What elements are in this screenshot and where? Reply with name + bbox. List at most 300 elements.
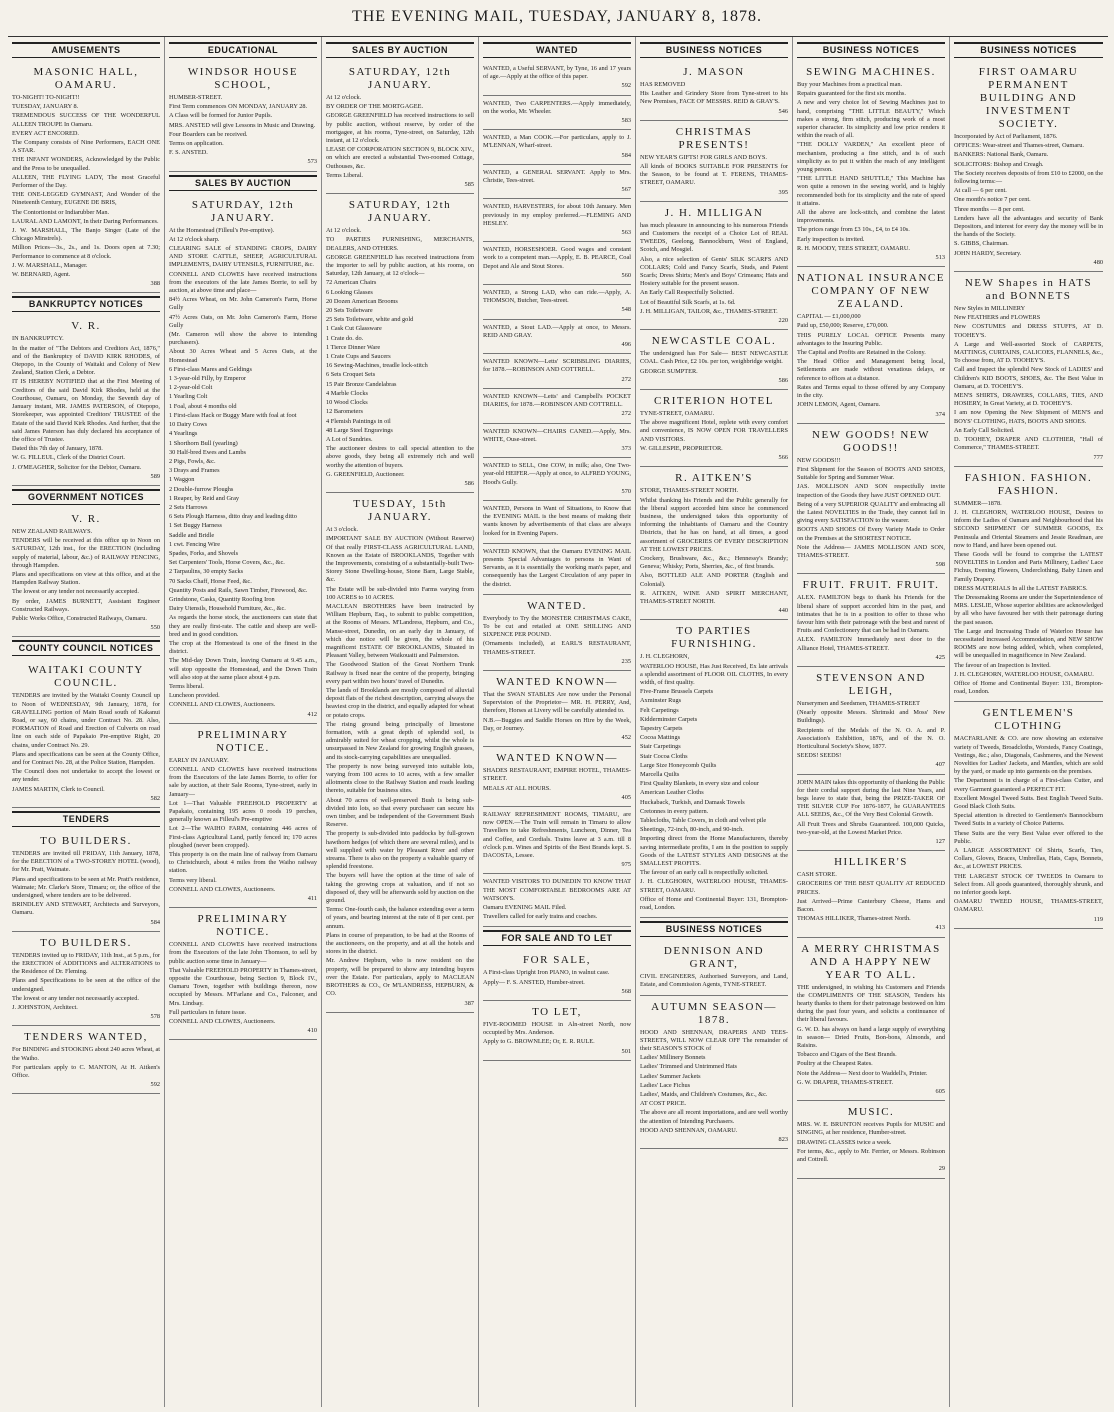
column-2	[165, 37, 322, 1407]
ad-text-line: 15 Pair Bronze Candelabras	[326, 380, 397, 388]
ad-text-line: 2 Pigs, Fowls, &c.	[169, 457, 216, 465]
ad-text-line: 2 Sets Harrows	[169, 503, 208, 511]
ad-text-line: Lot 2—The WAIHO FARM, containing 446 acres of First-class Agricultural Land, partly fenced in; 170 acres ploughed (never been cropped).	[169, 825, 317, 849]
ad-text-line: That Valuable FREEHOLD PROPERTY in Thames-street, opposite the Courthouse, being Section 9, Block IV., Oamaru Town, together with buildings thereon, now occupied by Messrs. M'Farlane and Co., Falconer, and Mrs. Lindsay.	[169, 966, 317, 1007]
ad-text-line: A Lot of Sundries.	[326, 435, 373, 443]
advertisement	[483, 595, 631, 671]
advertisement	[12, 830, 160, 932]
ad-text-line: Crockery, Brushware, &c., &c.; Hennessy's Brandy; Geneva; Whisky; Ports, Sherries, &c., of first brands.	[640, 554, 788, 571]
ad-text-line: F. S. ANSTED.	[169, 149, 208, 157]
section-header: AMUSEMENTS	[12, 42, 160, 58]
ad-reference-number: 975	[621, 861, 631, 869]
ad-text-line: Full particulars in future issue.	[169, 1008, 247, 1016]
advertisement	[640, 940, 788, 995]
ad-text-line: WANTED, Persons in Want of Situations, to Know that the EVENING MAIL is the best means of making their wants known by advertisements of that class are always looked for in Evening Papers.	[483, 504, 631, 537]
ad-text-line: NEW ZEALAND RAILWAYS.	[12, 527, 93, 535]
ad-text-line: Axminster Rugs	[640, 697, 682, 705]
ad-text-line: BOOTS AND SHOES Of Every Variety Made to Order on the Premises at the SHORTEST NOTICE.	[797, 526, 945, 542]
ad-text-line: Incorporated by Act of Parliament, 1876.	[954, 133, 1058, 140]
ad-reference-number: 395	[778, 188, 788, 196]
ad-headline: NEWCASTLE COAL.	[651, 335, 777, 348]
ad-text-line: First Term commences ON MONDAY, JANUARY 28.	[169, 103, 308, 111]
advertisement	[640, 61, 788, 121]
ad-text-line: TREMENDOUS SUCCESS OF THE WONDERFUL ALLEEN TROUPE In Oamaru.	[12, 112, 160, 128]
advertisement	[483, 544, 631, 595]
ad-text-line: 1 Yearling Colt	[169, 393, 208, 401]
ad-text-line: 2 Double-furrow Ploughs	[169, 485, 234, 493]
ad-text-line: W. G. FILLEUL, Clerk of the District Court.	[12, 454, 125, 462]
advertisement	[483, 807, 631, 874]
advertisement	[169, 724, 317, 908]
ad-text-line: Ladies', Maids, and Children's Costumes, &c., &c.	[640, 1091, 768, 1099]
ad-text-line: I am now Opening the New Shipment of MEN'S and BOYS' CLOTHING, HATS, BOOTS AND SHOES.	[954, 409, 1103, 425]
advertisement	[797, 267, 945, 423]
ad-text-line: The property is now being surveyed into suitable lots, varying from 100 acres to 10 acres, with a few smaller allotments close to the Railway Station and roads leading thereto, suitable for business sites.	[326, 762, 474, 795]
ad-text-line: LAURAL AND LAMONT, In their Daring Performances.	[12, 217, 159, 225]
ad-text-line: About 70 acres of well-preserved Bush is being sub-divided into lots, so that every purchaser can secure his own timber, and be independent of the Government Bush Reserve.	[326, 796, 474, 829]
ad-text-line: WANTED, a Stout LAD.—Apply at once, to Messrs. REID AND GRAY.	[483, 323, 631, 339]
ad-reference-number: 578	[150, 1013, 160, 1021]
ad-text-line: The crop at the Homestead is one of the finest in the district.	[169, 639, 317, 656]
ad-reference-number: 405	[621, 793, 631, 801]
ad-reference-number: 127	[935, 838, 945, 846]
advertisement	[169, 194, 317, 724]
ad-text-line: The Department is in charge of a First-class Cutter, and every Garment guaranteed a PERFECT FIT.	[954, 777, 1103, 793]
ad-text-line: THE undersigned, in wishing his Customers and Friends the COMPLIMENTS OF THE SEASON, Tenders his hearty thanks to them for their patronage bestowed on him during the past four years, and solicits a continuance of their liberal favours.	[797, 983, 945, 1024]
ad-text-line: The favour of an early call is respectfully solicited.	[640, 869, 769, 877]
ad-text-line: First Shipment for the Season of BOOTS AND SHOES, Suitable for Spring and Summer Wear.	[797, 465, 945, 482]
advertisement	[483, 501, 631, 544]
ad-text-line: TENDERS will be received at this office up to Noon on SATURDAY, 12th inst., for the ERECTION (including supply of material, labour, &c.) of RAILWAY FENCING, through Hampden.	[12, 537, 160, 569]
ad-text-line: 4 Yearlings	[169, 430, 198, 438]
ad-text-line: 20 Dozen American Brooms	[326, 297, 398, 305]
section-header: BUSINESS NOTICES	[640, 921, 788, 937]
ad-text-line: 3 Drays and Frames	[169, 467, 220, 475]
ad-text-line: The auctioneer desires to call special attention to the above goods, they being all extremely rich and well worthy the attention of buyers.	[326, 445, 474, 469]
ad-text-line: GEORGE SUMPTER.	[640, 367, 698, 375]
ad-text-line: MRS. ANSTED will give Lessons in Music and Drawing.	[169, 121, 316, 129]
ad-text-line: Special attention is directed to Gentlemen's Bannockburn Tweed Suits in a variety of Choice Patterns.	[954, 812, 1103, 828]
advertisement	[640, 390, 788, 467]
advertisement	[640, 996, 788, 1150]
ad-text-line: Stair Cocoa Cloths	[640, 752, 688, 760]
ad-text-line: WANTED, Two CARPENTERS.—Apply immediately, on the works, Mr. Wheeler.	[483, 99, 631, 115]
ad-text-line: 12 Barometers	[326, 408, 363, 416]
advertisement	[640, 330, 788, 390]
ad-headline: J. MASON	[683, 66, 745, 78]
ad-text-line: 1 Shorthorn Bull (yearling)	[169, 439, 238, 447]
advertisement	[169, 61, 317, 172]
ad-text-line: R. H. MOODY, TEES STREET, OAMARU.	[797, 244, 911, 252]
ad-text-line: BRINDLEY AND STEWART, Architects and Surveyors, Oamaru.	[12, 901, 160, 917]
ad-text-line: GEORGE GREENFIELD has received instructions to sell by public auction, without reserve, by order of the mortgagee, at his rooms, Tyne-street, on Saturday, 12th instant, at 12 o'clock.	[326, 112, 474, 145]
advertisement	[326, 61, 474, 194]
ad-text-line: The lowest or any tender not necessarily accepted.	[12, 994, 139, 1002]
ad-text-line: Dairy Utensils, Household Furniture, &c., &c.	[169, 605, 286, 613]
ad-text-line: All the above are lock-stitch, and combine the latest improvements.	[797, 209, 945, 225]
ad-reference-number: 560	[621, 271, 631, 279]
advertisement	[797, 938, 945, 1102]
advertisement	[483, 354, 631, 389]
ad-text-line: DRESS MATERIALS In all the LATEST FABRICS.	[954, 584, 1088, 592]
ad-text-line: OAMARU TWEED HOUSE, THAMES-STREET, OAMARU.	[954, 898, 1103, 914]
ad-text-line: SUMMER—1878.	[954, 499, 1002, 507]
ad-reference-number: 373	[621, 444, 631, 452]
ad-reference-number: 584	[621, 151, 631, 159]
ad-text-line: Public Works Office, Constructed Railways, Oamaru.	[12, 614, 147, 622]
advertisement	[483, 671, 631, 747]
ad-headline: TO BUILDERS.	[40, 936, 132, 949]
ad-headline: V. R.	[71, 512, 101, 525]
ad-headline: WINDSOR HOUSE SCHOOL,	[187, 66, 299, 91]
advertisement	[483, 424, 631, 459]
advertisement	[483, 242, 631, 285]
ad-text-line: Three months — 8 per cent.	[954, 205, 1025, 213]
ad-text-line: At 3 o'clock.	[326, 526, 359, 534]
ad-reference-number: 407	[935, 761, 945, 769]
ad-text-line: Terms: One-fourth cash, the balance extending over a term of years, and bearing interest at the rate of 8 per cent. per annum.	[326, 906, 475, 930]
ad-text-line: WANTED KNOWN—Letts' and Campbell's POCKET DIARIES, for 1878.—ROBINSON AND COTTRELL.	[483, 392, 631, 409]
ad-headline: SATURDAY, 12th JANUARY.	[348, 66, 452, 91]
column-4	[479, 37, 636, 1407]
ad-text-line: GEORGE GREENFIELD has received instructions from the importer to sell by public auction, at his rooms, on Saturday, 12th January, at 12 o'clock—	[326, 253, 474, 278]
advertisement	[12, 659, 160, 808]
ad-reference-number: 272	[621, 410, 631, 418]
ad-text-line: Lot 1—That Valuable FREEHOLD PROPERTY at Papakaio, containing 195 acres 0 roods 19 perches, generally known as Filleul's Pre-emptive	[169, 799, 317, 824]
ad-text-line: J. H. CLEGHORN, WATERLOO HOUSE, OAMARU.	[954, 670, 1094, 678]
ad-text-line: BANKERS: National Bank, Oamaru.	[954, 151, 1049, 159]
ad-text-line: Office of Home and Continental Buyer: 131, Brompton-road, London.	[954, 679, 1103, 696]
ad-text-line: Poultry at the Cheapest Rates.	[797, 1060, 873, 1068]
ad-text-line: An Early Call Solicited.	[954, 426, 1015, 434]
advertisement	[326, 493, 474, 1013]
ad-text-line: A new and very choice lot of Sewing Machines just to hand, comprising "THE LITTLE BEAUTY," Which makes a strong, firm stitch, producing work of a most superior character. Its simplicity and low price renders it within the reach of all.	[797, 99, 945, 140]
ad-text-line: Grindstone, Casks, Quantity Roofing Iron	[169, 595, 275, 603]
ad-text-line: Nurserymen and Seedsmen, THAMES-STREET	[797, 699, 921, 707]
section-header: BUSINESS NOTICES	[797, 42, 945, 58]
ad-text-line: CONNELL AND CLOWES have received instructions from the Executors of the late James Borrie, to offer for sale by auction, at their Sale Rooms, Tyne-street, early in January—	[169, 766, 317, 798]
ad-reference-number: 598	[935, 561, 945, 569]
ad-text-line: 25 Sets Toiletware, white and gold	[326, 316, 414, 324]
ad-text-line: CAPITAL — £1,000,000	[797, 313, 861, 321]
ad-text-line: OFFICES: Wear-street and Thames-street, Oamaru.	[954, 142, 1084, 150]
ad-reference-number: 412	[307, 710, 317, 718]
ad-text-line: JOHN MAIN takes this opportunity of thanking the Public for their cordial support during the last Nine Years, and begs leave to state that, being the PRIZE-TAKER OF THE SILVER CUP For 1876-1877, he GUARANTEES ALL SEEDS, &c., Of the Very Best Colonial Growth.	[797, 778, 945, 819]
section-header: BUSINESS NOTICES	[954, 42, 1103, 58]
ad-text-line: TENDERS are invited by the Waitaki County Council up to Noon of WEDNESDAY, 9th January, 1878, for GRAVELLING portion of Main Road south of Kakanui Road, or say, 60 chains, under Contract No. 28. Also, FORMATION of Road and Erection of Culverts on road line on each side of Papakaio Pre-emptive Right, 20 chains, under Contract No. 29.	[12, 692, 160, 749]
ad-text-line: Importing direct from the Home Manufacturers, thereby saving intermediate profits, I am in the position to supply Goods of the LATEST STYLES AND DESIGNS at the SMALLEST PROFITS.	[640, 835, 788, 868]
advertisement	[12, 508, 160, 637]
ad-reference-number: 568	[621, 987, 631, 995]
ad-text-line: The Goodwood Station of the Great Northern Trunk Railway is fixed near the centre of the property, bringing every part within two hours' travel of Dunedin.	[326, 661, 474, 685]
ad-text-line: The lands of Brooklands are mostly composed of alluvial deposit flats of the richest description, carrying always the heaviest crop in the district, and equally adapted for wheat or potato crops.	[326, 686, 474, 719]
advertisement	[12, 1026, 160, 1094]
ad-text-line: JAS. MOLLISON AND SON respectfully invite inspection of the Goods they have JUST OPENED OUT.	[797, 483, 945, 499]
ad-reference-number: 586	[464, 479, 474, 487]
ad-text-line: Lot of Beautiful Silk Scarfs, at 1s. 6d.	[640, 298, 736, 306]
advertisement	[12, 932, 160, 1027]
ad-text-line: THE INFANT WONDERS, Acknowledged by the Public and the Press to be unequalled.	[12, 156, 160, 172]
ad-text-line: N.B.—Buggies and Saddle Horses on Hire by the Week, Day, or Journey.	[483, 716, 631, 732]
ad-text-line: HUMBER-STREET.	[169, 94, 223, 101]
ad-text-line: Luncheon provided.	[169, 692, 220, 700]
ad-text-line: J. H. CLEGHORN,	[640, 653, 690, 661]
advertisement	[483, 458, 631, 501]
advertisement	[483, 130, 631, 165]
ad-reference-number: 570	[621, 487, 631, 495]
ad-text-line: TO PARTIES FURNISHING, MERCHANTS, DEALERS, AND OTHERS.	[326, 236, 474, 252]
ad-headline: NEW Shapes in HATS and BONNETS	[964, 277, 1093, 303]
ad-text-line: MEALS AT ALL HOURS.	[483, 784, 551, 792]
ad-text-line: Apply— F. S. ANSTED, Humber-street.	[483, 978, 585, 986]
ad-text-line: Five-Frame Brussels Carpets	[640, 688, 714, 696]
ad-text-line: WANTED, HARVESTERS, for about 10th January. Men previously in my employ preferred.—FLEMING AND HESLEY.	[483, 203, 631, 227]
ad-text-line: G. W. DRAPER, THAMES-STREET.	[797, 1078, 894, 1086]
ad-text-line: Cocoa Mattings	[640, 734, 681, 742]
ad-text-line: Ladies' Summer Jackets	[640, 1072, 701, 1080]
ad-text-line: J. W. MARSHALL, Manager.	[12, 261, 88, 269]
ad-reference-number: 563	[621, 229, 631, 237]
ad-text-line: 2 Tarpaulins, 30 empty Sacks	[169, 568, 244, 576]
ad-text-line: Plans in course of preparation, to be had at the Rooms of the auctioneers, on the property, and at all the hotels and stores in the district.	[326, 931, 474, 956]
ad-text-line: Plans and specifications on view at this office, and at the Hampden Railway Station.	[12, 570, 160, 587]
section-header: GOVERNMENT NOTICES	[12, 489, 160, 505]
ad-text-line: For particulars apply to C. MANTON, At H. Aitken's Office.	[12, 1063, 160, 1080]
advertisement	[483, 747, 631, 807]
section-header: COUNTY COUNCIL NOTICES	[12, 640, 160, 656]
ad-reference-number: 592	[150, 1081, 160, 1089]
ad-text-line: CONNELL AND CLOWES, Auctioneers.	[169, 885, 276, 893]
advertisement	[640, 121, 788, 202]
column-5	[636, 37, 793, 1407]
ad-text-line: JOHN LEMON, Agent, Oamaru.	[797, 401, 881, 409]
ad-headline: PRELIMINARY NOTICE.	[197, 728, 289, 754]
section-header: WANTED	[483, 42, 631, 58]
ad-text-line: That the SWAN STABLES Are now under the Personal Supervision of the Proprietor— MR. H. PERRY, And, therefore, Horses at Livery will be carefully attended to.	[483, 690, 631, 715]
ad-text-line: MACFARLANE & CO. are now showing an extensive variety of Tweeds, Broadcloths, Worsteds, Fancy Coatings, Vestings, &c.; also, Diagonals, Cashmeres, and the Newest Novelties for Ladies' Jackets, and Mantles, which are sold by the yard, or made up into garments on the premises.	[954, 735, 1103, 776]
ad-headline: DENNISON AND GRANT,	[663, 945, 765, 971]
advertisement	[797, 1101, 945, 1178]
ad-text-line: As regards the horse stock, the auctioneers can state that they are really first-rate. The cattle and sheep are well-bred and in good condition.	[169, 614, 317, 638]
ad-text-line: CIVIL ENGINEERS, Authorised Surveyors, and Land, Estate, and Commission Agents, TYNE-STREET.	[640, 973, 788, 989]
ad-text-line: Saddle and Bridle	[169, 531, 215, 539]
ad-reference-number: 566	[778, 454, 788, 462]
ad-text-line: Sheetings, 72-inch, 80-inch, and 90-inch.	[640, 826, 744, 834]
ad-reference-number: 592	[621, 82, 631, 90]
ad-reference-number: 411	[307, 895, 317, 903]
ad-text-line: The property is sub-divided into paddocks by full-grown hawthorn hedges (of which there are several miles), and is well supplied with water by Pleasant River and other streams. There is also on the property a valuable quarry of splendid freestone.	[326, 830, 474, 871]
ad-text-line: THE ONE-LEGGED GYMNAST, And Wonder of the Nineteenth Century, EUGENE DE BRIS,	[12, 191, 160, 207]
section-header: BUSINESS NOTICES	[640, 42, 788, 58]
ad-text-line: New FEATHERS and FLOWERS	[954, 314, 1041, 322]
ad-text-line: Excellent Mosgiel Tweed Suits. Best English Tweed Suits. Good Black Cloth Suits.	[954, 794, 1103, 810]
ad-headline: SEWING MACHINES.	[806, 66, 936, 78]
ad-headline: MASONIC HALL, OAMARU.	[33, 66, 139, 91]
ad-text-line: Also, BOTTLED ALE AND PORTER (English and Colonial).	[640, 572, 788, 588]
ad-text-line: J. O'MEAGHER, Solicitor for the Debtor, Oamaru.	[12, 463, 142, 471]
advertisement	[640, 620, 788, 918]
ad-text-line: CLEARING SALE of STANDING CROPS, DAIRY AND STORE CATTLE, SHEEP, AGRICULTURAL IMPLEMENTS, DAIRY UTENSILS, FURNITURE, &c.	[169, 245, 317, 269]
ad-text-line: 6 Sets Plough Harness, ditto dray and leading ditto	[169, 513, 297, 521]
ad-text-line: Repairs guaranteed for the first six months.	[797, 90, 906, 98]
column-1	[8, 37, 165, 1407]
ad-text-line: An Early Call Respectfully Solicited.	[640, 289, 734, 297]
ad-text-line: The lowest or any tender not necessarily accepted.	[12, 588, 139, 596]
ad-reference-number: 235	[621, 657, 631, 665]
ad-text-line: S. GIBBS, Chairman.	[954, 240, 1009, 248]
ad-reference-number: 496	[621, 341, 631, 349]
ad-text-line: TENDERS are invited till FRIDAY, 11th January, 1878, for the ERECTION of a TWO-STOREY HOTEL (wood), for Mr. Pratt, Waimate.	[12, 850, 160, 874]
ad-text-line: W. GILLESPIE, PROPRIETOR.	[640, 444, 723, 452]
ad-headline: SATURDAY, 12th JANUARY.	[348, 199, 452, 225]
ad-text-line: The Dressmaking Rooms are under the Superintendence of MRS. LESLIE, Whose superior abilities are acknowledged by all who have favoured her with their patronage during the past season.	[954, 593, 1103, 626]
ad-text-line: 1 Cask Cut Glassware	[326, 325, 382, 333]
ad-text-line: G. W. D. has always on hand a large supply of everything in season— Dried Fruits, Bon-bons, Almonds, and Raisins.	[797, 1025, 945, 1050]
ad-text-line: CONNELL AND CLOWES, Auctioneers.	[169, 701, 276, 709]
ad-text-line: (Ornaments included), at EARL'S RESTAURANT, THAMES-STREET.	[483, 640, 631, 656]
ad-text-line: The Council does not undertake to accept the lowest or any tender.	[12, 768, 160, 784]
ad-text-line: Set Carpenters' Tools, Horse Covers, &c., &c.	[169, 559, 285, 567]
ad-headline: WAITAKI COUNTY COUNCIL.	[28, 664, 144, 690]
ad-text-line: These Goods will be found to comprise the LATEST NOVELTIES in London and Paris Millinery, Ladies' Lace Fichus, Evening Flowers, Underclothing, Baby Linen and Family Drapery.	[954, 550, 1103, 583]
ad-reference-number: 388	[150, 280, 160, 288]
ad-text-line: LEASE OF CORPORATION SECTION 9, BLOCK XIV., on which are erected a substantial Two-roomed Cottage, Outhouses, &c.	[326, 146, 474, 170]
ad-headline: SATURDAY, 12th JANUARY.	[191, 198, 295, 224]
ad-text-line: 72 American Chairs	[326, 279, 377, 287]
column-6	[793, 37, 950, 1407]
ad-text-line: 47½ Acres Oats, on Mr. John Cameron's Farm, Horse Gully	[169, 313, 317, 329]
ad-text-line: Being of a very SUPERIOR QUALITY and embracing all the Latest NOVELTIES in the Trade, they cannot fail in giving every SATISFACTION to the wearer.	[797, 500, 945, 525]
ad-text-line: At 12 o'clock.	[326, 227, 362, 235]
ad-text-line: BY ORDER OF THE MORTGAGEE.	[326, 103, 424, 111]
advertisement	[326, 194, 474, 493]
ad-text-line: G. GREENFIELD, Auctioneer.	[326, 470, 405, 478]
ad-text-line: 4 Marble Clocks	[326, 389, 368, 397]
ad-text-line: Terms very liberal.	[169, 876, 217, 884]
ad-text-line: IMPORTANT SALE BY AUCTION (Without Reserve) Of that really FIRST-CLASS AGRICULTURAL LAND, Known as the Estate of BROOKLANDS, Together with the Improvements, consisting of a substantially-built Two-Storey Stone Dwelling-house, Stone Barn, Large Stable, &c.	[326, 535, 474, 584]
ad-text-line: 1 Tierce Dinner Ware	[326, 343, 381, 351]
ad-headline: R. AITKEN'S	[675, 472, 753, 485]
ad-headline: TO BUILDERS.	[40, 835, 132, 847]
ad-headline: WANTED.	[527, 599, 587, 612]
ad-text-line: EARLY IN JANUARY.	[169, 756, 229, 764]
ad-reference-number: 589	[150, 472, 160, 480]
ad-text-line: 1 Waggon	[169, 476, 195, 484]
advertisement	[640, 467, 788, 620]
advertisement	[954, 61, 1103, 272]
ad-headline: TO LET,	[532, 1006, 582, 1019]
ad-text-line: Ladies' Trimmed and Untrimmed Hats	[640, 1063, 737, 1071]
advertisement	[797, 775, 945, 852]
ad-text-line: CONNELL AND CLOWES, Auctioneers.	[169, 1018, 276, 1026]
ad-text-line: 1 Set Buggy Harness	[169, 522, 222, 530]
ad-text-line: 20 Sets Toiletware	[326, 307, 373, 315]
ad-headline: TUESDAY, 15th JANUARY.	[353, 498, 447, 524]
ad-text-line: Oamaru EVENING MAIL Filed.	[483, 904, 567, 912]
advertisement	[640, 202, 788, 330]
ad-text-line: 16 Sewing-Machines, treadle lock-stitch	[326, 362, 428, 370]
advertisement	[169, 908, 317, 1040]
ad-text-line: Huckaback, Turkish, and Damask Towels	[640, 798, 745, 806]
ad-text-line: Ladies' Lace Fichus	[640, 1081, 691, 1089]
ad-text-line: 1 3-year-old Filly, by Emperor	[169, 375, 246, 383]
ad-text-line: 4 Flemish Paintings in oil	[326, 417, 391, 425]
ad-reference-number: 452	[621, 733, 631, 741]
ad-text-line: Plans and specifications can be seen at the County Office, and for Contract No. 28, at the Police Station, Hampden.	[12, 750, 160, 766]
ad-text-line: Marcella Quilts	[640, 770, 680, 778]
ad-text-line: For BINDING and STOOKING about 240 acres Wheat, at the Waiho.	[12, 1046, 160, 1062]
advertisement	[483, 389, 631, 424]
ad-reference-number: 119	[1093, 915, 1103, 923]
ad-text-line: TO-NIGHT! TO-NIGHT!!	[12, 94, 80, 101]
ad-reference-number: 582	[150, 794, 160, 802]
ad-text-line: NEW YEAR'S GIFTS! FOR GIRLS AND BOYS.	[640, 153, 767, 161]
ad-text-line: Office of Home and Continental Buyer: 131, Brompton-road, London.	[640, 895, 788, 912]
ad-reference-number: 583	[621, 117, 631, 125]
ad-headline: WANTED KNOWN—	[496, 675, 618, 688]
ad-text-line: All kinds of BOOKS SUITABLE FOR PRESENTS for the Season, to be found at T. FERENS, THAMES-STREET, OAMARU.	[640, 163, 788, 187]
ad-text-line: D. TOOHEY, DRAPER AND CLOTHIER, "Hall of Commerce," THAMES-STREET.	[954, 436, 1103, 452]
ad-text-line: HOOD AND SHENNAN, OAMARU.	[640, 1126, 738, 1134]
ad-text-line: A First-class Upright Iron PIANO, in walnut case.	[483, 969, 610, 977]
ad-text-line: GROCERIES OF THE BEST QUALITY AT REDUCED PRICES.	[797, 880, 945, 896]
ad-text-line: Paid up, £50,000; Reserve, £70,000.	[797, 322, 889, 330]
ad-reference-number: 546	[778, 107, 788, 115]
ad-text-line: RAILWAY REFRESHMENT ROOMS, TIMARU, are now OPEN.—The Train will remain in Timaru to allow Travellers to take Refreshments, Luncheon, Dinner, Tea and Coffee, and Cordials. Trains leave at 3 a.m. till 8 o'clock p.m. Wines and Spirits of the Best Brands kept. S. DACOSTA, Lessee.	[483, 811, 631, 860]
ad-text-line: Tobacco and Cigars of the Best Brands.	[797, 1051, 897, 1059]
ad-text-line: W. BERNARD, Agent.	[12, 271, 71, 279]
ad-text-line: In the matter of "The Debtors and Creditors Act, 1876," and of the Bankruptcy of DAVID KIRK RHODES, of Otepopo, in the County of Waitaki and Colony of New Zealand, Station Clerk, a Debtor.	[12, 344, 160, 377]
ad-text-line: Just Arrived—Prime Canterbury Cheese, Hams and Bacon.	[797, 897, 945, 914]
ad-text-line: NEW GOODS!!!	[797, 456, 841, 464]
ad-text-line: Rates and Terms equal to those offered by any Company in the city.	[797, 383, 945, 400]
ad-text-line: Note the Address— JAMES MOLLISON AND SON, THAMES-STREET.	[797, 543, 945, 559]
ad-headline: FOR SALE,	[523, 954, 591, 967]
advertisement	[797, 61, 945, 267]
advertisement	[483, 285, 631, 320]
ad-text-line: 1 Crate do. do.	[326, 334, 364, 342]
ad-headline: HILLIKER'S	[834, 856, 908, 869]
ad-text-line: The Society receives deposits of from £10 to £2000, on the following terms:—	[954, 169, 1103, 186]
ad-text-line: The rising ground being principally of limestone formation, with a great depth of splendid soil, is admirably suited for wheat cropping, whilst the whole is unsurpassed in New Zealand for growing English grasses, and its stock-carrying capabilities are unequalled.	[326, 720, 474, 761]
ad-text-line: JOHN HARDY, Secretary.	[954, 249, 1022, 257]
advertisement	[797, 667, 945, 775]
newspaper-title: THE EVENING MAIL, TUESDAY, JANUARY 8, 1878.	[351, 8, 763, 25]
ad-text-line: Early inspection is invited.	[797, 235, 865, 243]
ad-text-line: IT IS HEREBY NOTIFIED that at the First Meeting of Creditors of the said David Kirk Rhodes, held at the Courthouse, Oamaru, on Monday, the Seventh day of January instant, MR. JAMES PATERSON, of Otepopo, Storekeeper, was appointed Creditors' TRUSTEE of the Estate of the said David Kirk Rhodes. And further, that the said James Paterson has duly declared his acceptance of the office of Trustee.	[12, 378, 160, 443]
section-header: EDUCATIONAL	[169, 42, 317, 58]
advertisement	[483, 199, 631, 242]
ad-reference-number: 440	[778, 607, 788, 615]
advertisement	[483, 949, 631, 1001]
ad-headline: FASHION. FASHION. FASHION.	[964, 471, 1093, 497]
ad-reference-number: 777	[1093, 453, 1103, 461]
ad-text-line: 1 cwt. Fencing Wire	[169, 540, 221, 548]
ad-text-line: J. H. CLEGHORN, WATERLOO HOUSE, Desires to inform the Ladies of Oamaru and Neighbourhood that his SECOND SHIPMENT OF SUMMER GOODS, Ex Peninsula and Oriental Steamers and Jessie Readman, are now to Hand, and have been opened out.	[954, 508, 1103, 549]
ad-headline: TO PARTIES FURNISHING.	[671, 625, 757, 651]
section-header: BANKRUPTCY NOTICES	[12, 296, 160, 312]
ad-text-line: Four Boarders can be received.	[169, 130, 248, 138]
ad-text-line: CONNELL AND CLOWES have received instructions from the Executors of the late John Thomson, to sell by public auction some time in January—	[169, 941, 317, 965]
ad-text-line: All Fruit Trees and Shrubs Guaranteed. 100,000 Quicks, two-year-old, at the Lowest Market Price.	[797, 820, 945, 836]
ad-text-line: One month's notice 7 per cent.	[954, 196, 1031, 204]
ad-text-line: SHADES RESTAURANT, EMPIRE HOTEL, THAMES-STREET.	[483, 767, 631, 783]
ad-headline: WANTED KNOWN—	[496, 752, 618, 765]
ad-reference-number: 584	[150, 918, 160, 926]
ad-headline: NATIONAL INSURANCE COMPANY OF NEW ZEALAND.	[797, 272, 945, 311]
ad-reference-number: 374	[935, 410, 945, 418]
ad-text-line: The Mid-day Down Train, leaving Oamaru at 9.45 a.m., will stop opposite the Homestead, and the Down Train will also stop at the same place about 4 p.m.	[169, 657, 317, 681]
